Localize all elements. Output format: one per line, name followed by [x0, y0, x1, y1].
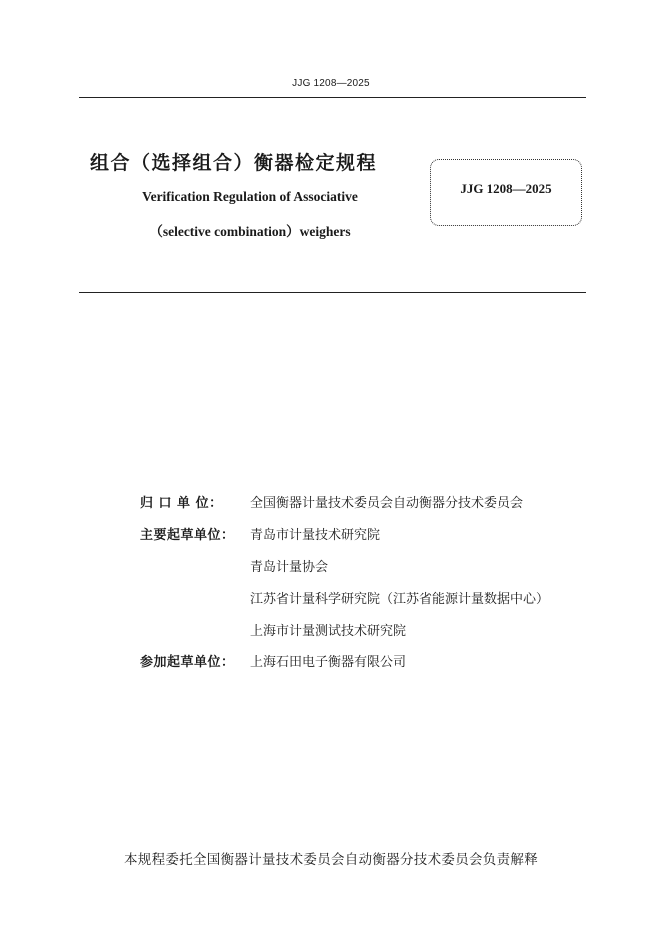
header-standard-code: JJG 1208—2025	[292, 78, 370, 89]
org-value: 上海市计量测试技术研究院	[250, 623, 407, 639]
org-row-participating-drafter	[140, 645, 549, 677]
org-label: 归 口 单 位：	[140, 496, 223, 512]
interpretation-note: 本规程委托全国衡器计量技术委员会自动衡器分技术委员会负责解释	[124, 852, 538, 868]
org-row-main-drafter	[140, 613, 549, 645]
org-row-main-drafter	[140, 581, 549, 613]
org-row-main-drafter	[140, 550, 549, 582]
title-chinese: 组合（选择组合）衡器检定规程	[90, 152, 378, 174]
top-divider	[79, 97, 586, 98]
org-label: 参加起草单位：	[140, 655, 235, 671]
org-row-centralized	[140, 486, 549, 518]
org-value: 上海石田电子衡器有限公司	[250, 655, 407, 671]
standard-code-box	[430, 159, 582, 226]
standard-code: JJG 1208—2025	[460, 180, 552, 196]
organizations-list	[140, 486, 549, 677]
org-row-main-drafter	[140, 518, 549, 550]
org-label: 主要起草单位：	[140, 528, 235, 544]
title-english-line2: （selective combination）weighers	[149, 224, 351, 239]
org-value: 青岛计量协会	[250, 559, 329, 575]
title-english-line1: Verification Regulation of Associative	[142, 189, 358, 204]
bottom-divider	[79, 292, 586, 293]
org-value: 青岛市计量技术研究院	[250, 528, 381, 544]
org-value: 江苏省计量科学研究院（江苏省能源计量数据中心）	[250, 591, 550, 607]
org-value: 全国衡器计量技术委员会自动衡器分技术委员会	[250, 496, 524, 512]
